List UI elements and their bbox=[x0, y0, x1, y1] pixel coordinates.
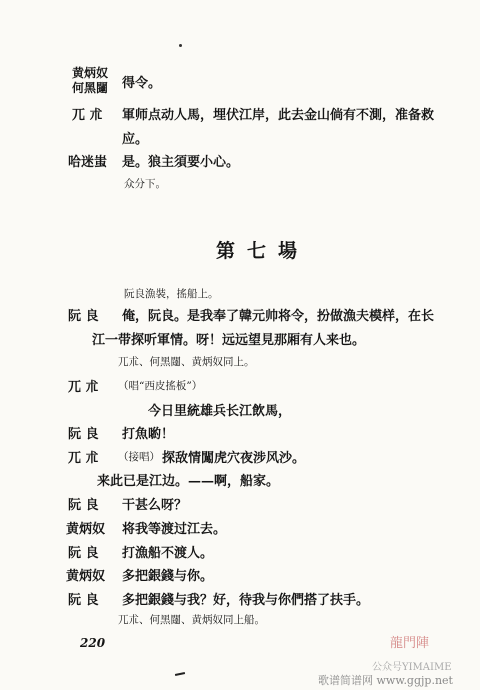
dialogue-line: 探敌情闖虎穴夜涉风沙。 bbox=[162, 451, 306, 466]
dialogue-line: 多把銀錢与你。 bbox=[122, 569, 214, 584]
dialogue-line: 軍师点动人馬，埋伏江岸，此去金山倘有不測，准备救 bbox=[122, 108, 435, 123]
speaker-label: 黄炳奴 bbox=[66, 569, 106, 584]
speaker-label: 阮 良 bbox=[68, 427, 99, 442]
speaker-label: 兀 朮 bbox=[68, 451, 99, 466]
speaker-label: 阮 良 bbox=[68, 546, 99, 561]
stage-direction: 兀朮、何黑闥、黄炳奴同上。 bbox=[118, 356, 255, 368]
dialogue-line: 多把銀錢与我？好，待我与你們搭了扶手。 bbox=[122, 593, 370, 608]
speaker-label: 阮 良 bbox=[68, 309, 99, 324]
dialogue-line: 是。狼主須要小心。 bbox=[122, 155, 240, 170]
speaker-label: 何黑闥 bbox=[72, 81, 109, 95]
dialogue-line: 打魚喲！ bbox=[122, 427, 175, 442]
watermark-account: 公众号YIMAIME bbox=[372, 662, 452, 673]
watermark-logo: 龍門陣 bbox=[390, 636, 430, 651]
speaker-label: 兀 朮 bbox=[72, 108, 103, 123]
stage-direction: （接唱） bbox=[118, 451, 160, 463]
speaker-label: 哈迷蚩 bbox=[68, 155, 108, 170]
watermark-site: 歌谱简谱网 www.ggjp.net bbox=[318, 674, 453, 687]
speck-mark bbox=[179, 44, 182, 47]
dialogue-line: 俺，阮良。是我奉了韓元帅将令，扮做漁夫模样，在长 bbox=[122, 309, 435, 324]
speaker-label: 兀 朮 bbox=[68, 380, 99, 395]
dialogue-line: 今日里統雄兵长江飲馬， bbox=[148, 404, 292, 419]
speaker-label: 黄炳奴 bbox=[66, 522, 106, 537]
ink-mark bbox=[175, 672, 185, 676]
stage-direction: 众分下。 bbox=[124, 178, 166, 190]
dialogue-line: 得令。 bbox=[122, 76, 162, 91]
dialogue-line: 干甚么呀？ bbox=[122, 498, 188, 513]
speaker-label: 阮 良 bbox=[68, 593, 99, 608]
dialogue-line: 江一带探听軍情。呀！远远望見那厢有人来也。 bbox=[92, 333, 366, 348]
speaker-label: 黄炳奴 bbox=[72, 66, 109, 80]
page-number: 220 bbox=[80, 636, 106, 650]
stage-direction: 阮良漁裝，搖船上。 bbox=[124, 288, 219, 300]
speaker-label: 阮 良 bbox=[68, 498, 99, 513]
scene-title: 第七場 bbox=[216, 240, 310, 262]
dialogue-line: 将我等渡过江去。 bbox=[122, 522, 227, 537]
stage-direction: 兀朮、何黑闥、黄炳奴同上船。 bbox=[118, 614, 265, 626]
dialogue-line: 来此已是江边。——啊，船家。 bbox=[97, 474, 280, 489]
dialogue-line: 应。 bbox=[122, 132, 149, 147]
stage-direction: （唱“西皮搖板”） bbox=[118, 380, 203, 392]
dialogue-line: 打漁船不渡人。 bbox=[122, 546, 214, 561]
